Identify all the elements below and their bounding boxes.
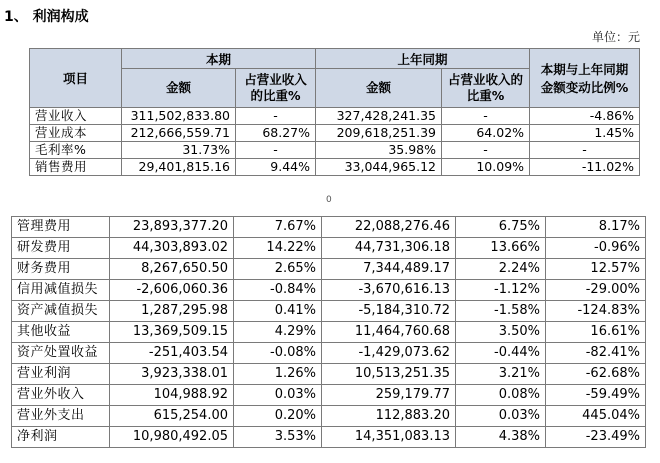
- change-cell: -0.96%: [546, 238, 646, 259]
- header-current-amount: 金额: [122, 69, 236, 108]
- prior-amount-cell: 209,618,251.39: [316, 125, 442, 142]
- current-share-cell: -0.08%: [234, 343, 322, 364]
- header-current-period: 本期: [122, 49, 316, 69]
- table-row: [12, 427, 646, 448]
- page-break-marker: 0: [326, 195, 332, 205]
- prior-amount-cell: 112,883.20: [322, 406, 456, 427]
- current-amount-cell: -251,403.54: [110, 343, 234, 364]
- current-share-cell: 0.41%: [234, 301, 322, 322]
- current-amount-cell: 31.73%: [122, 142, 236, 159]
- row-item-cell: 净利润: [12, 427, 110, 448]
- change-cell: 16.61%: [546, 322, 646, 343]
- prior-share-cell: 0.03%: [456, 406, 546, 427]
- current-amount-cell: 3,923,338.01: [110, 364, 234, 385]
- table-row: [12, 364, 646, 385]
- change-cell: -4.86%: [530, 108, 640, 125]
- bottom-table-body: [12, 217, 646, 448]
- change-cell: -62.68%: [546, 364, 646, 385]
- prior-amount-cell: 14,351,083.13: [322, 427, 456, 448]
- change-cell: -23.49%: [546, 427, 646, 448]
- section-title: 1、 利润构成: [4, 9, 89, 25]
- current-share-cell: 2.65%: [234, 259, 322, 280]
- change-cell: -11.02%: [530, 159, 640, 176]
- change-cell: -82.41%: [546, 343, 646, 364]
- row-item-cell: 管理费用: [12, 217, 110, 238]
- row-item-cell: 销售费用: [30, 159, 122, 176]
- profit-table-continued: [11, 216, 646, 448]
- prior-amount-cell: 10,513,251.35: [322, 364, 456, 385]
- row-item-cell: 其他收益: [12, 322, 110, 343]
- row-item-cell: 营业成本: [30, 125, 122, 142]
- prior-amount-cell: 259,179.77: [322, 385, 456, 406]
- row-item-cell: 研发费用: [12, 238, 110, 259]
- prior-amount-cell: -3,670,616.13: [322, 280, 456, 301]
- prior-share-cell: 10.09%: [442, 159, 530, 176]
- prior-amount-cell: 7,344,489.17: [322, 259, 456, 280]
- table-row: [12, 322, 646, 343]
- current-amount-cell: 212,666,559.71: [122, 125, 236, 142]
- prior-amount-cell: 33,044,965.12: [316, 159, 442, 176]
- current-amount-cell: 1,287,295.98: [110, 301, 234, 322]
- prior-amount-cell: 11,464,760.68: [322, 322, 456, 343]
- current-amount-cell: 29,401,815.16: [122, 159, 236, 176]
- current-share-cell: -0.84%: [234, 280, 322, 301]
- current-share-cell: -: [236, 142, 316, 159]
- current-amount-cell: 44,303,893.02: [110, 238, 234, 259]
- current-share-cell: 1.26%: [234, 364, 322, 385]
- prior-amount-cell: -1,429,073.62: [322, 343, 456, 364]
- prior-share-cell: 3.21%: [456, 364, 546, 385]
- change-cell: -59.49%: [546, 385, 646, 406]
- current-share-cell: 0.20%: [234, 406, 322, 427]
- change-cell: 12.57%: [546, 259, 646, 280]
- table-row: [12, 406, 646, 427]
- table-row: [30, 108, 640, 125]
- current-share-cell: -: [236, 108, 316, 125]
- change-cell: 445.04%: [546, 406, 646, 427]
- table-row: [12, 280, 646, 301]
- row-item-cell: 毛利率%: [30, 142, 122, 159]
- header-change: 本期与上年同期金额变动比例%: [530, 49, 640, 108]
- top-table-body: [30, 108, 640, 176]
- current-amount-cell: 13,369,509.15: [110, 322, 234, 343]
- row-item-cell: 财务费用: [12, 259, 110, 280]
- current-share-cell: 4.29%: [234, 322, 322, 343]
- prior-amount-cell: 327,428,241.35: [316, 108, 442, 125]
- row-item-cell: 资产处置收益: [12, 343, 110, 364]
- prior-share-cell: 13.66%: [456, 238, 546, 259]
- prior-share-cell: -0.44%: [456, 343, 546, 364]
- table-row: [30, 125, 640, 142]
- table-row: [12, 217, 646, 238]
- current-share-cell: 3.53%: [234, 427, 322, 448]
- profit-table-header-part: [29, 48, 640, 176]
- prior-share-cell: -1.12%: [456, 280, 546, 301]
- table-row: [12, 343, 646, 364]
- row-item-cell: 营业外支出: [12, 406, 110, 427]
- change-cell: -: [530, 142, 640, 159]
- current-amount-cell: 23,893,377.20: [110, 217, 234, 238]
- prior-amount-cell: -5,184,310.72: [322, 301, 456, 322]
- current-amount-cell: 104,988.92: [110, 385, 234, 406]
- table-row: [12, 259, 646, 280]
- change-cell: 8.17%: [546, 217, 646, 238]
- header-current-share: 占营业收入的比重%: [236, 69, 316, 108]
- current-share-cell: 7.67%: [234, 217, 322, 238]
- header-prior-period: 上年同期: [316, 49, 530, 69]
- current-share-cell: 14.22%: [234, 238, 322, 259]
- current-amount-cell: 311,502,833.80: [122, 108, 236, 125]
- prior-share-cell: 3.50%: [456, 322, 546, 343]
- row-item-cell: 信用减值损失: [12, 280, 110, 301]
- current-amount-cell: -2,606,060.36: [110, 280, 234, 301]
- prior-share-cell: -: [442, 108, 530, 125]
- row-item-cell: 营业外收入: [12, 385, 110, 406]
- table-row: [12, 385, 646, 406]
- change-cell: -29.00%: [546, 280, 646, 301]
- current-amount-cell: 8,267,650.50: [110, 259, 234, 280]
- row-item-cell: 营业利润: [12, 364, 110, 385]
- prior-share-cell: 2.24%: [456, 259, 546, 280]
- prior-share-cell: -1.58%: [456, 301, 546, 322]
- prior-share-cell: -: [442, 142, 530, 159]
- prior-share-cell: 4.38%: [456, 427, 546, 448]
- prior-amount-cell: 44,731,306.18: [322, 238, 456, 259]
- unit-label: 单位：元: [591, 30, 640, 44]
- table-row: [12, 301, 646, 322]
- prior-share-cell: 6.75%: [456, 217, 546, 238]
- change-cell: -124.83%: [546, 301, 646, 322]
- table-row: [30, 142, 640, 159]
- prior-amount-cell: 22,088,276.46: [322, 217, 456, 238]
- current-share-cell: 9.44%: [236, 159, 316, 176]
- row-item-cell: 资产减值损失: [12, 301, 110, 322]
- table-row: [30, 159, 640, 176]
- header-item: 项目: [30, 49, 122, 108]
- current-share-cell: 0.03%: [234, 385, 322, 406]
- row-item-cell: 营业收入: [30, 108, 122, 125]
- prior-share-cell: 64.02%: [442, 125, 530, 142]
- current-share-cell: 68.27%: [236, 125, 316, 142]
- header-prior-share: 占营业收入的比重%: [442, 69, 530, 108]
- change-cell: 1.45%: [530, 125, 640, 142]
- prior-amount-cell: 35.98%: [316, 142, 442, 159]
- header-prior-amount: 金额: [316, 69, 442, 108]
- current-amount-cell: 10,980,492.05: [110, 427, 234, 448]
- current-amount-cell: 615,254.00: [110, 406, 234, 427]
- table-row: [12, 238, 646, 259]
- prior-share-cell: 0.08%: [456, 385, 546, 406]
